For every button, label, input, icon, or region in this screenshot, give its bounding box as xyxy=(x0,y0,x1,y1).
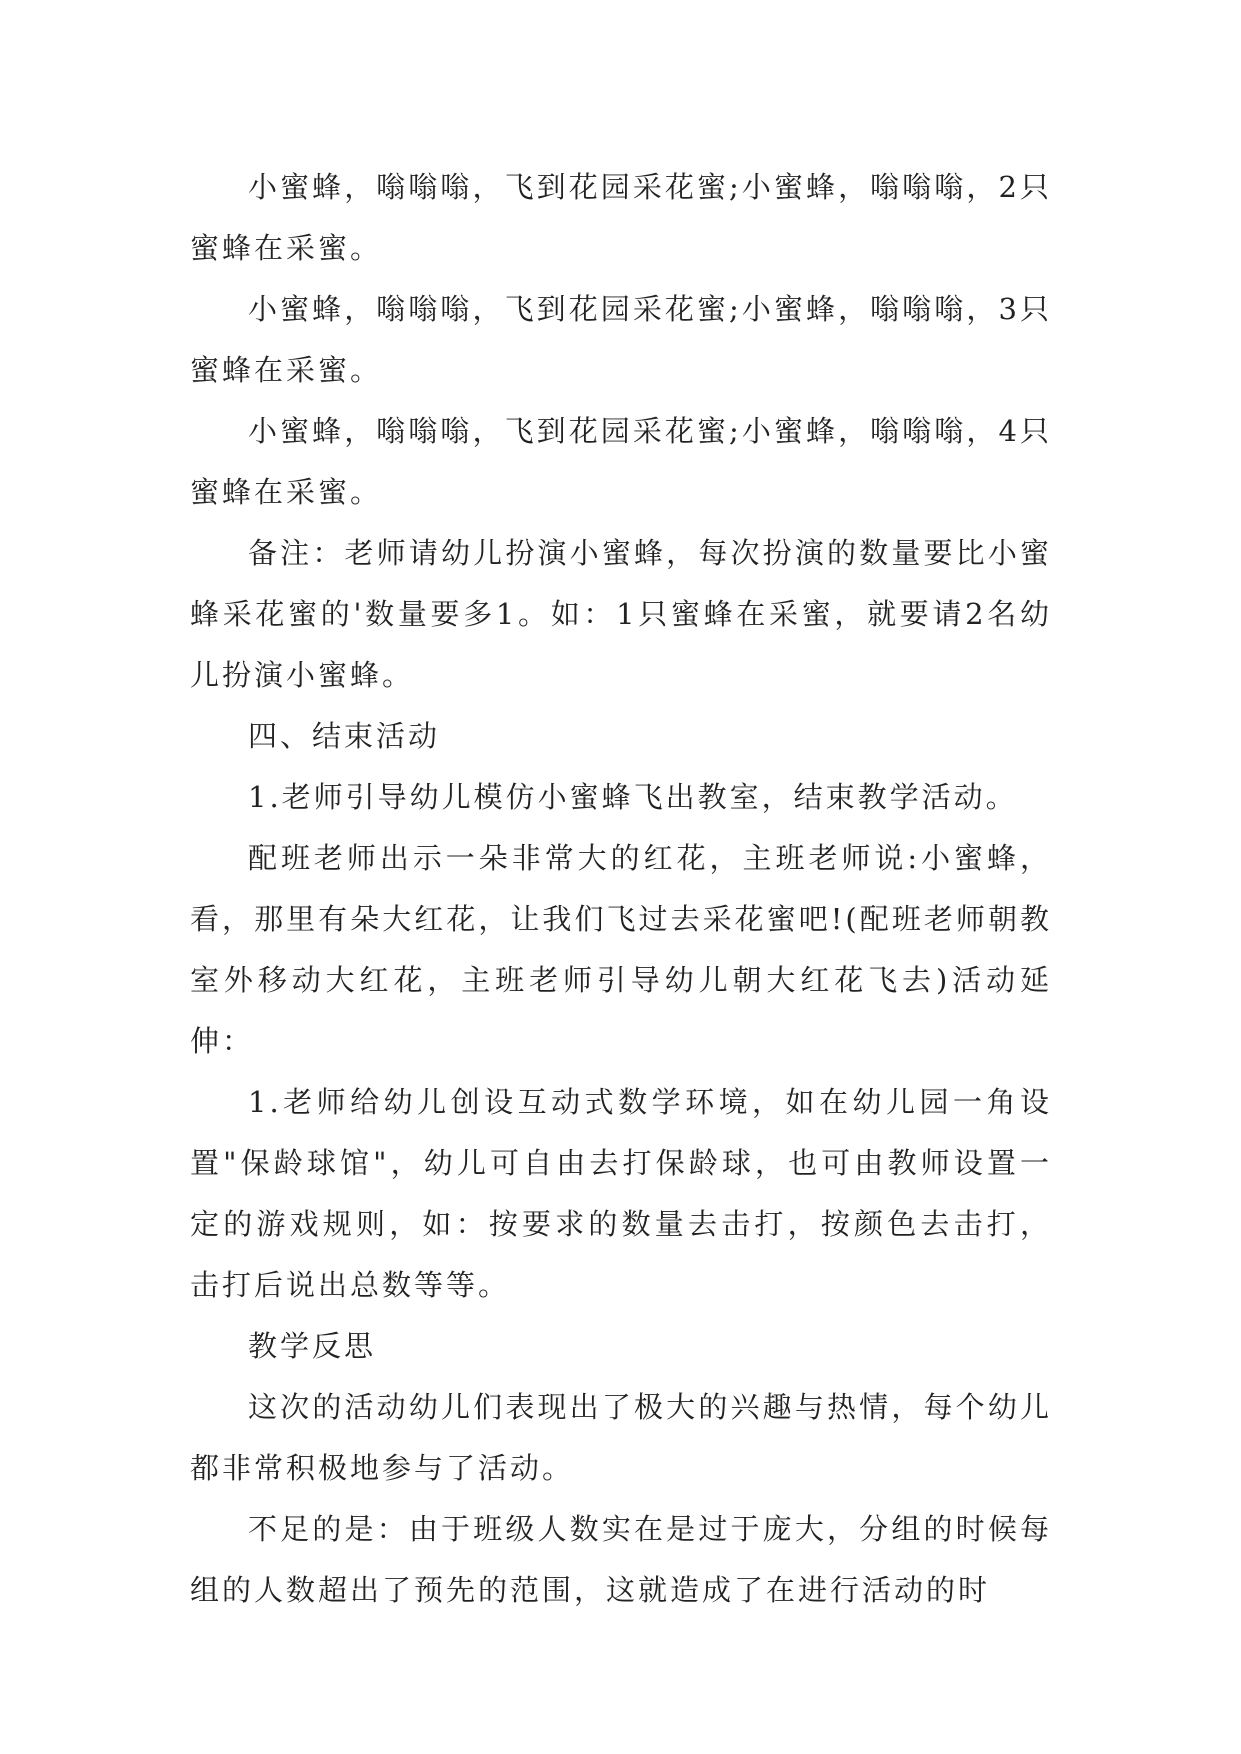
paragraph: 备注：老师请幼儿扮演小蜜蜂，每次扮演的数量要比小蜜蜂采花蜜的'数量要多1。如：1只蜜蜂在采蜜，就要请2名幼儿扮演小蜜蜂。 xyxy=(190,536,1052,692)
paragraph: 1.老师引导幼儿模仿小蜜蜂飞出教室，结束教学活动。 xyxy=(248,780,1018,814)
paragraph: 不足的是：由于班级人数实在是过于庞大，分组的时候每组的人数超出了预先的范围，这就造成了在进行活动的时 xyxy=(190,1512,1052,1607)
paragraph: 小蜜蜂，嗡嗡嗡，飞到花园采花蜜;小蜜蜂，嗡嗡嗡，3只蜜蜂在采蜜。 xyxy=(190,292,1052,387)
paragraph: 小蜜蜂，嗡嗡嗡，飞到花园采花蜜;小蜜蜂，嗡嗡嗡，2只蜜蜂在采蜜。 xyxy=(190,170,1052,265)
paragraph: 1.老师给幼儿创设互动式数学环境，如在幼儿园一角设置"保龄球馆"，幼儿可自由去打保龄球，也可由教师设置一定的游戏规则，如：按要求的数量去击打，按颜色去击打，击打后说出总数等等。 xyxy=(190,1085,1052,1302)
paragraph: 配班老师出示一朵非常大的红花，主班老师说:小蜜蜂，看，那里有朵大红花，让我们飞过去采花蜜吧!(配班老师朝教室外移动大红花，主班老师引导幼儿朝大红花飞去)活动延伸： xyxy=(190,841,1052,1058)
document-page xyxy=(190,157,1052,1621)
paragraph: 这次的活动幼儿们表现出了极大的兴趣与热情，每个幼儿都非常积极地参与了活动。 xyxy=(190,1390,1052,1485)
section-heading: 四、结束活动 xyxy=(248,719,441,753)
paragraph: 小蜜蜂，嗡嗡嗡，飞到花园采花蜜;小蜜蜂，嗡嗡嗡，4只蜜蜂在采蜜。 xyxy=(190,414,1052,509)
section-heading: 教学反思 xyxy=(248,1329,377,1363)
